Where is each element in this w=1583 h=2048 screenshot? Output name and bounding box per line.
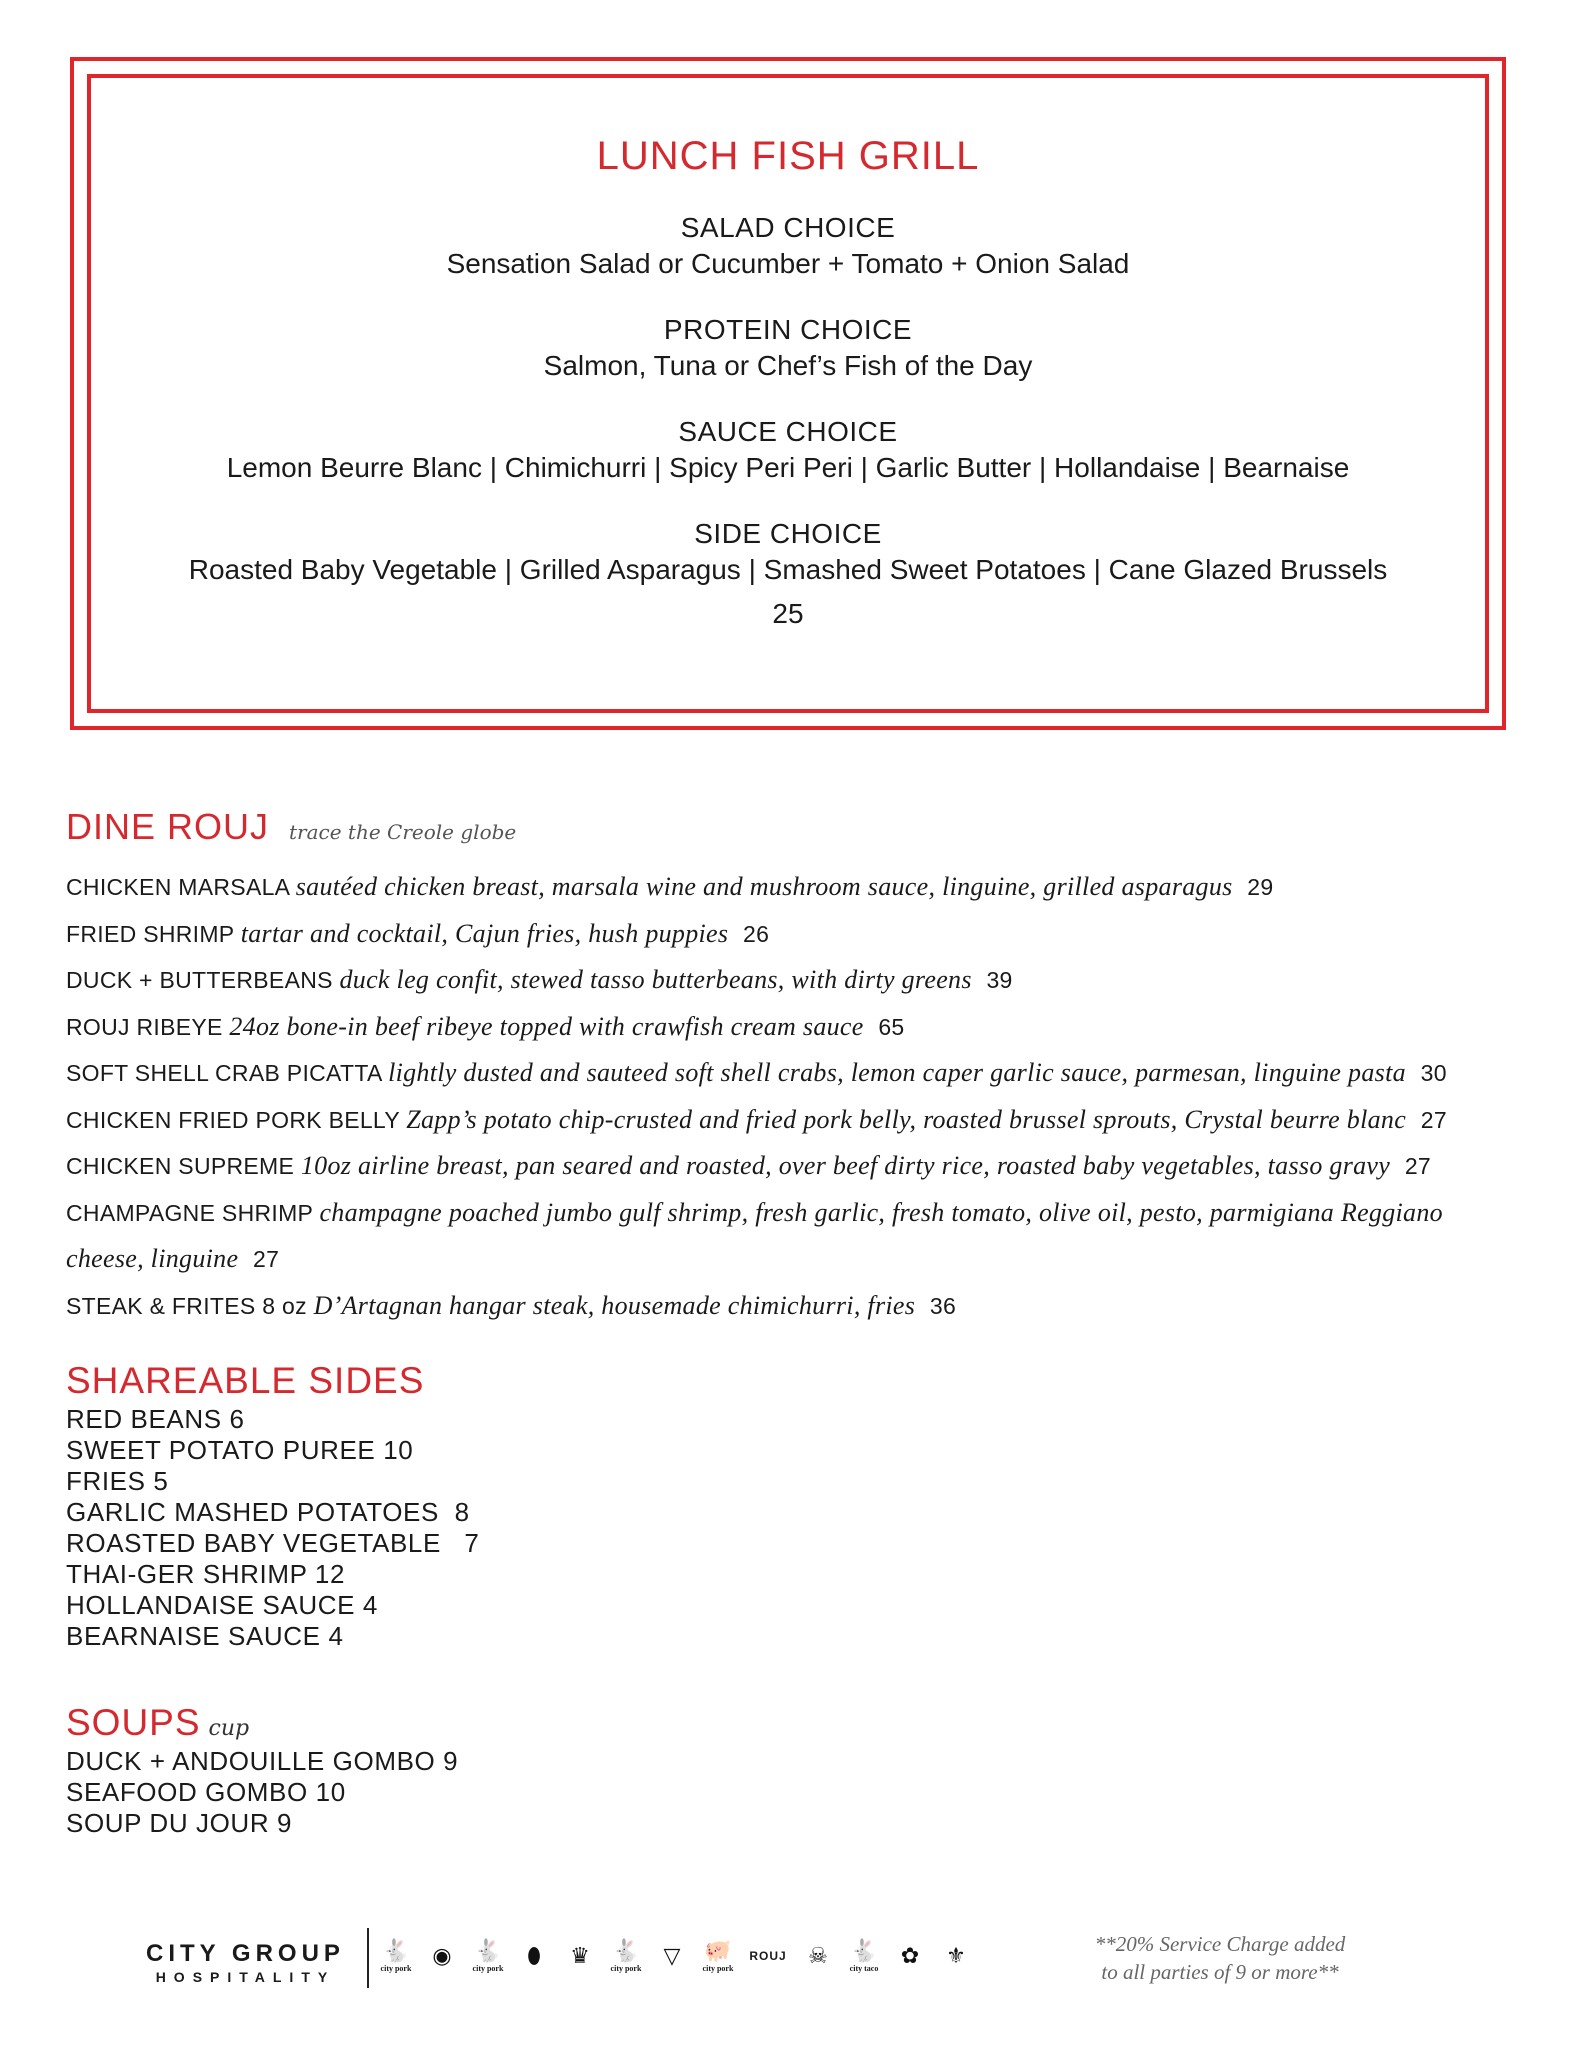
rabbit-icon: 🐇	[382, 1938, 410, 1963]
dish-price: 27	[1420, 1106, 1447, 1133]
dish-list	[66, 864, 1526, 1329]
brand-text: city taco	[849, 1964, 879, 1973]
chef-icon: ♛	[570, 1943, 590, 1968]
brand-logo	[562, 1930, 598, 1982]
dish-price: 29	[1247, 874, 1274, 900]
menu-item	[66, 1050, 1526, 1097]
brand-text: city pork	[380, 1964, 412, 1973]
dish-description: Zapp’s potato chip-crusted and fried pork belly, roasted brussel sprouts, Crystal beurre blanc	[406, 1104, 1407, 1134]
soups-section	[66, 1702, 458, 1839]
dish-price: 30	[1420, 1060, 1447, 1086]
menu-item	[66, 864, 1526, 911]
brand-text: ROUJ	[749, 1949, 787, 1963]
brand-logo	[470, 1930, 506, 1982]
section-header	[66, 806, 1526, 848]
brand-logo	[892, 1930, 928, 1982]
brand-logo	[608, 1930, 644, 1982]
brand-logo	[846, 1930, 882, 1982]
brand-logo	[516, 1930, 552, 1982]
brand-text: city pork	[472, 1964, 504, 1973]
list-item: HOLLANDAISE SAUCE 4	[66, 1590, 378, 1620]
crest-icon: ⚜	[946, 1943, 966, 1968]
menu-item	[66, 1004, 1526, 1051]
list-item: GARLIC MASHED POTATOES 8	[66, 1497, 470, 1527]
dish-name: SOFT SHELL CRAB PICATTA	[66, 1060, 382, 1086]
list-item: SWEET POTATO PUREE 10	[66, 1435, 414, 1465]
list-item: THAI-GER SHRIMP 12	[66, 1559, 346, 1589]
city-group-logo	[146, 1940, 345, 1986]
section-title: SOUPS	[66, 1702, 201, 1743]
shield-icon: ⬮	[527, 1943, 541, 1968]
list-item: FRIES 5	[66, 1466, 169, 1496]
dish-name: CHICKEN FRIED PORK BELLY	[66, 1106, 400, 1133]
brand-logo	[746, 1930, 790, 1982]
rabbit-icon: 🐇	[474, 1938, 502, 1963]
dish-price: 65	[878, 1013, 905, 1040]
menu-item	[66, 1283, 1526, 1330]
dish-name: DUCK + BUTTERBEANS	[66, 967, 333, 993]
choice-items: Salmon, Tuna or Chef’s Fish of the Day	[543, 350, 1033, 381]
dish-description: tartar and cocktail, Cajun fries, hush puppies	[240, 918, 729, 948]
dish-price: 27	[253, 1246, 280, 1272]
menu-item	[66, 1097, 1526, 1144]
list-item: SEAFOOD GOMBO 10	[66, 1777, 346, 1807]
choice-items: Roasted Baby Vegetable | Grilled Asparagus | Smashed Sweet Potatoes | Cane Glazed Brussels	[188, 554, 1388, 585]
menu-item	[66, 957, 1526, 1004]
lunch-price: 25	[772, 598, 804, 629]
service-charge-note: **20% Service Charge added to all parties of 9 or more**	[1094, 1932, 1346, 1984]
lunch-section	[90, 74, 1486, 632]
brand-logos	[378, 1930, 974, 1982]
dish-name: STEAK & FRITES 8 oz	[66, 1292, 307, 1319]
dish-name: CHICKEN SUPREME	[66, 1153, 295, 1179]
dish-description: champagne poached jumbo gulf shrimp, fresh garlic, fresh tomato, olive oil, pesto, parmigiana Reggiano cheese, linguine	[66, 1197, 1443, 1273]
leaf-icon: ✿	[900, 1943, 920, 1968]
list-item: SOUP DU JOUR 9	[66, 1808, 293, 1838]
dish-description: D’Artagnan hangar steak, housemade chimichurri, fries	[313, 1290, 916, 1320]
list-item: DUCK + ANDOUILLE GOMBO 9	[66, 1746, 459, 1776]
sides-list	[66, 1404, 479, 1652]
dish-description: 10oz airline breast, pan seared and roasted, over beef dirty rice, roasted baby vegetables, tasso gravy	[300, 1151, 1391, 1180]
section-header	[66, 1360, 479, 1402]
dish-name: ROUJ RIBEYE	[66, 1013, 223, 1040]
dish-price: 36	[929, 1292, 957, 1319]
brand-logo	[424, 1930, 460, 1982]
brand-logo	[938, 1930, 974, 1982]
section-title: SHAREABLE SIDES	[66, 1360, 425, 1401]
skull-icon: ☠	[808, 1943, 828, 1968]
brand-text: city pork	[610, 1964, 642, 1973]
dish-price: 27	[1404, 1153, 1432, 1179]
sauce-choice	[90, 414, 1486, 486]
shareable-sides-section	[66, 1360, 479, 1652]
soups-list	[66, 1746, 458, 1839]
brand-logo	[800, 1930, 836, 1982]
protein-choice	[90, 312, 1486, 384]
dish-description: sautéed chicken breast, marsala wine and mushroom sauce, linguine, grilled asparagus	[295, 872, 1233, 901]
choice-heading: SALAD CHOICE	[680, 212, 896, 243]
section-subtitle: cup	[208, 1716, 250, 1741]
rabbit-icon: 🐇	[612, 1938, 640, 1963]
choice-heading: SIDE CHOICE	[694, 518, 882, 549]
section-header	[66, 1702, 458, 1744]
choice-heading: SAUCE CHOICE	[678, 416, 898, 447]
dish-name: FRIED SHRIMP	[66, 920, 235, 947]
lunch-title: LUNCH FISH GRILL	[596, 134, 980, 178]
brand-logo	[654, 1930, 690, 1982]
dish-name: CHICKEN MARSALA	[66, 874, 290, 900]
logo-main: CITY GROUP	[146, 1940, 345, 1967]
dine-rouj-section	[66, 806, 1526, 1329]
rabbit-icon: 🐇	[850, 1938, 878, 1963]
divider	[367, 1928, 369, 1988]
brand-logo	[378, 1930, 414, 1982]
list-item: ROASTED BABY VEGETABLE 7	[66, 1528, 480, 1558]
menu-item	[66, 911, 1526, 958]
pig-icon: 🐖	[704, 1938, 732, 1963]
side-choice	[90, 516, 1486, 588]
dish-price: 39	[986, 967, 1013, 993]
logo-sub: HOSPITALITY	[155, 1969, 336, 1985]
dish-description: 24oz bone-in beef ribeye topped with crawfish cream sauce	[229, 1011, 864, 1041]
dish-price: 26	[743, 920, 770, 947]
choice-items: Sensation Salad or Cucumber + Tomato + Onion Salad	[446, 248, 1130, 279]
dish-description: lightly dusted and sauteed soft shell crabs, lemon caper garlic sauce, parmesan, linguine pasta	[388, 1058, 1406, 1087]
dish-description: duck leg confit, stewed tasso butterbeans, with dirty greens	[339, 965, 972, 994]
choice-heading: PROTEIN CHOICE	[663, 314, 913, 345]
brand-logo	[700, 1930, 736, 1982]
menu-item	[66, 1143, 1526, 1190]
section-subtitle: trace the Creole globe	[289, 820, 517, 844]
badge-icon: ◉	[432, 1943, 452, 1968]
menu-item	[66, 1190, 1526, 1283]
brand-text: city pork	[702, 1964, 734, 1973]
salad-choice	[90, 210, 1486, 282]
section-title: DINE ROUJ	[66, 806, 270, 847]
dish-name: CHAMPAGNE SHRIMP	[66, 1199, 313, 1226]
list-item: RED BEANS 6	[66, 1404, 245, 1434]
choice-items: Lemon Beurre Blanc | Chimichurri | Spicy Peri Peri | Garlic Butter | Hollandaise | Bearnaise	[226, 452, 1350, 483]
list-item: BEARNAISE SAUCE 4	[66, 1621, 344, 1651]
chevron-icon: ▽	[663, 1943, 681, 1968]
